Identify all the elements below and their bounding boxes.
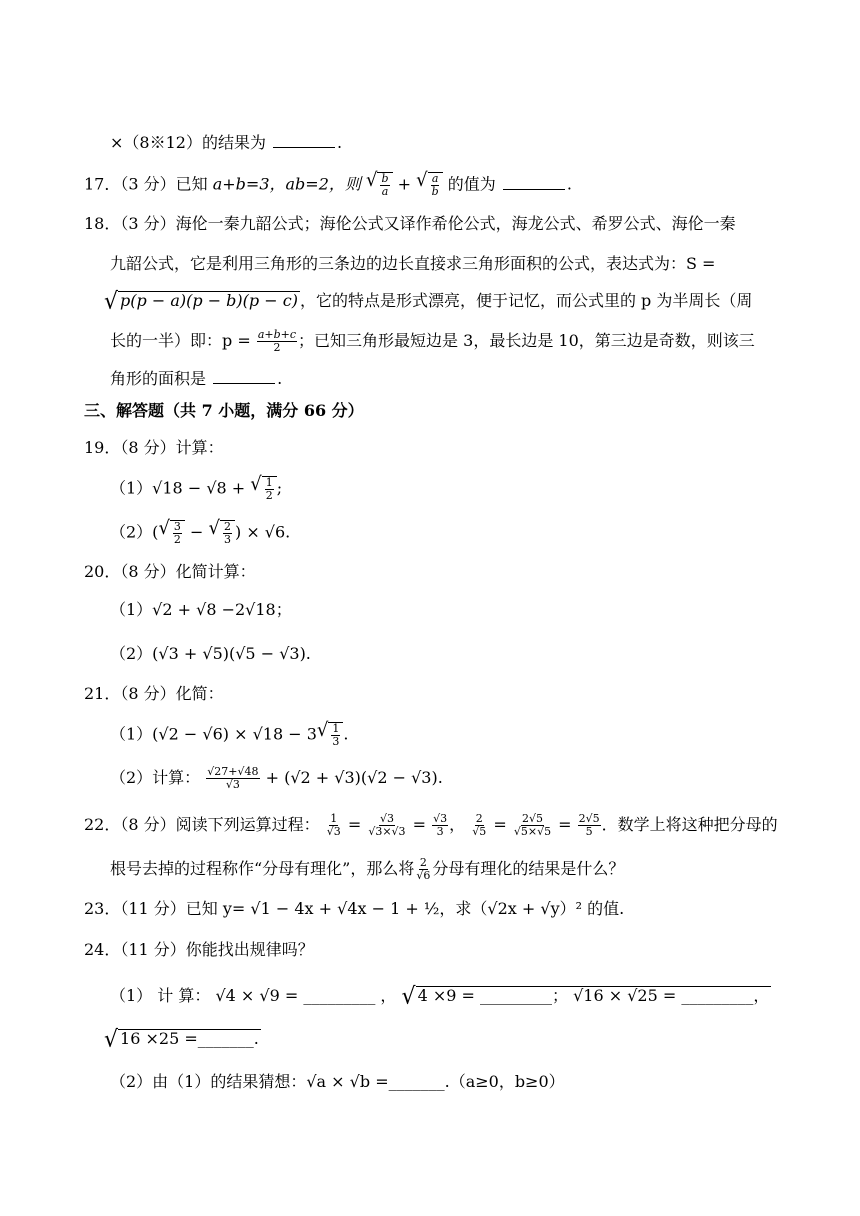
q19-2-open: （2）( xyxy=(110,522,159,542)
q16-continuation: ×（8※12）的结果为 . xyxy=(110,133,343,152)
q18-line-2: 九韶公式，它是利用三角形的三条边的边长直接求三角形面积的公式，表达式为：S = xyxy=(110,254,716,273)
answer-blank[interactable] xyxy=(503,175,565,190)
q24-1-text: （1） 计 算： √4 × √9 = _________ ， xyxy=(110,986,397,1005)
q18-line-4 xyxy=(110,329,755,354)
q21-2-tail: + (√2 + √3)(√2 − √3). xyxy=(265,768,443,787)
sqrt-one-half: √ $\frac{1}{2}$ xyxy=(250,476,276,502)
q19-part-1: （1）√18 − √8 + √ $\frac{1}{2}$ ; xyxy=(110,473,283,502)
sqrt-two-thirds: √ $\frac{2}{3}$ xyxy=(209,520,235,546)
q22-line-2-tail: 分母有理化的结果是什么？ xyxy=(432,859,625,878)
q20-part-2: （2）(√3 + √5)(√5 − √3). xyxy=(110,644,311,663)
q21-1-expression: （1）(√2 − √6) × √18 − 3 xyxy=(110,724,317,744)
sqrt-a-over-b: √ $\frac{a}{b}$ xyxy=(416,172,443,198)
q22-label: 22．（8 分）阅读下列运算过程： xyxy=(84,815,320,834)
q22-line-1-tail: ．数学上将这种把分母的 xyxy=(601,815,778,834)
q18-line-4-text: ；已知三角形最短边是 3，最长边是 10，第三边是奇数，则该三 xyxy=(298,331,755,350)
q18-line-3-text: ，它的特点是形式漂亮，便于记忆，而公式里的 p 为半周长（周 xyxy=(299,291,753,310)
sqrt-one-third: √ $\frac{1}{3}$ xyxy=(317,722,343,748)
question-22-line-2: 根号去掉的过程称作“分母有理化”，那么将 $\frac{2}{√6}$ 分母有理化的结果是什么？ xyxy=(110,856,625,882)
q24-part-1 xyxy=(110,982,771,1010)
q18-line-3 xyxy=(104,287,753,315)
q17-tail: 的值为 xyxy=(447,174,496,194)
q18-line-5: 角形的面积是 . xyxy=(110,369,283,388)
question-19: 19．（8 分）计算： xyxy=(84,438,224,457)
answer-blank[interactable] xyxy=(273,133,335,148)
q17-condition: a+b=3，ab=2，则 xyxy=(212,174,361,194)
question-17: 17．（3 分）已知 a+b=3，ab=2，则 √ $\frac{b}{a}$ + √ $\frac{a}{b}$ 的值为 . xyxy=(84,169,572,198)
q19-2-close: ) × √6. xyxy=(234,522,291,542)
q20-part-1: （1）√2 + √8 −2√18； xyxy=(110,600,292,619)
q21-part-2 xyxy=(110,766,443,791)
q19-part-2: （2）( √ $\frac{3}{2}$ − √ $\frac{2}{3}$ ) × √6. xyxy=(110,517,291,546)
q21-2-label: （2）计算： xyxy=(110,768,201,787)
question-22-line-1: 22．（8 分）阅读下列运算过程： $\frac{1}{√3}$ = $\frac{√3}{√3\times√3}$ = $\frac{√3}{3}$ ， $\frac{2}{√5}$ = $\frac{2√5}{√5\times√5}$ = $\frac{2√5}{5}$ ．数学上将这种把分母的 xyxy=(84,812,778,838)
sqrt-16x25: √ 16 ×25 =_______. xyxy=(104,1025,259,1053)
semi-perimeter-fraction: $\frac{a+b+c}{2}$ xyxy=(257,328,297,354)
q24-part-1-cont xyxy=(104,1025,261,1053)
answer-blank[interactable] xyxy=(213,369,275,384)
question-20: 20．（8 分）化简计算： xyxy=(84,562,256,581)
q18-line-1: 18．（3 分）海伦一秦九韶公式；海伦公式又译作希伦公式，海龙公式、希罗公式、海伦一秦 xyxy=(84,214,736,233)
question-23: 23．（11 分）已知 y= √1 − 4x + √4x − 1 + ½，求（√2x + √y）² 的值. xyxy=(84,899,625,918)
section-3-title: 三、解答题（共 7 小题，满分 66 分） xyxy=(84,401,364,420)
sqrt-4x9: √ 4 ×9 = _________； √16 × √25 = _________， xyxy=(401,982,770,1010)
sqrt-three-halves: √ $\frac{3}{2}$ xyxy=(158,520,184,546)
sqrt-b-over-a: √ $\frac{b}{a}$ xyxy=(366,172,393,198)
heron-formula: √ p(p − a)(p − b)(p − c) xyxy=(104,287,298,315)
q24-part-2: （2）由（1）的结果猜想：√a × √b =_______.（a≥0，b≥0） xyxy=(110,1072,565,1091)
q22-line-2-head: 根号去掉的过程称作“分母有理化”，那么将 xyxy=(110,859,415,878)
question-24: 24．（11 分）你能找出规律吗？ xyxy=(84,940,314,959)
q18-semi-perimeter-label: 长的一半）即：p = xyxy=(110,331,251,350)
q17-label: 17．（3 分）已知 xyxy=(84,174,208,194)
q18-tail: 角形的面积是 xyxy=(110,369,207,388)
q19-1-expression: （1）√18 − √8 + xyxy=(110,478,246,498)
question-21: 21．（8 分）化简： xyxy=(84,684,224,703)
q16-text: ×（8※12）的结果为 xyxy=(110,133,266,152)
q21-part-1: （1）(√2 − √6) × √18 − 3 √ $\frac{1}{3}$ . xyxy=(110,719,349,748)
q21-2-fraction: $\frac{√27+√48}{√3}$ xyxy=(207,765,259,791)
